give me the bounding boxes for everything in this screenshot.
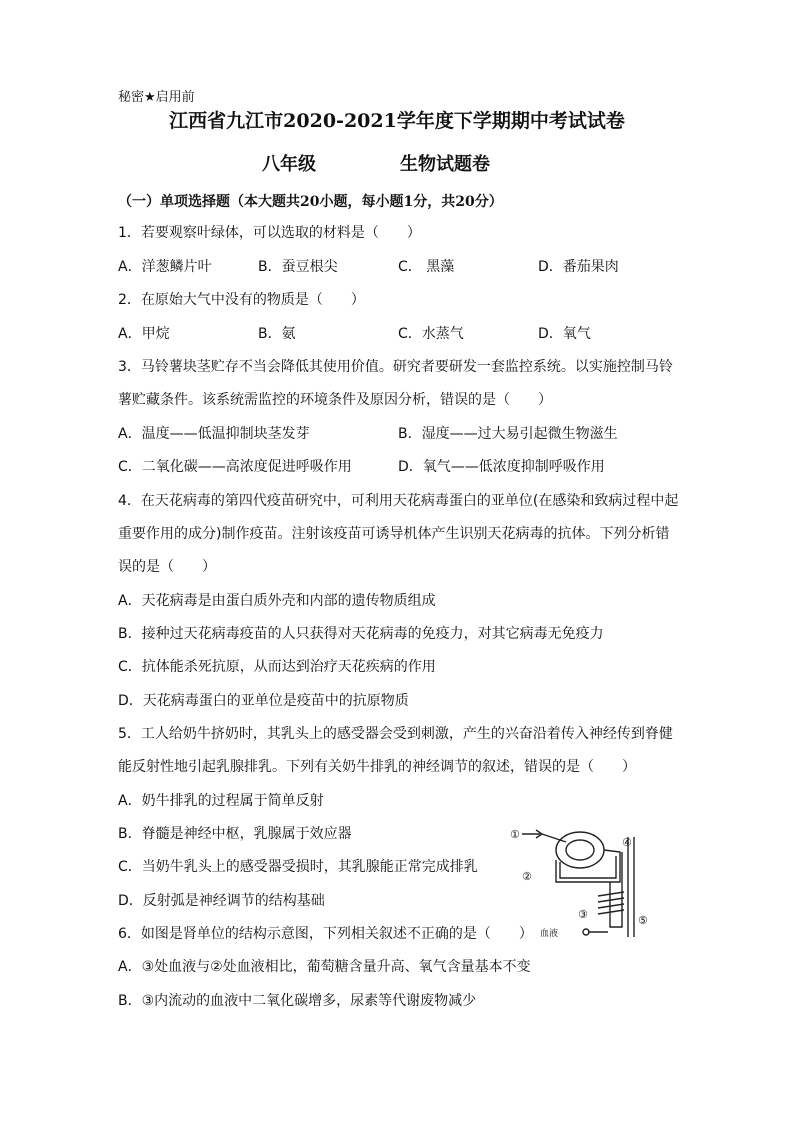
question-5-option-b: B．脊髓是神经中枢，乳腺属于效应器 [118,826,352,842]
question-6-option-a: A．③处血液与②处血液相比，葡萄糖含量升高、氧气含量基本不变 [118,959,531,975]
bowman-capsule [556,832,604,868]
nephron-diagram [510,812,660,940]
question-2-option-c: C．水蒸气 [398,326,464,342]
exam-title: 江西省九江市2020-2021学年度下学期期中考试试卷 [169,110,625,132]
question-3-option-b: B．湿度——过大易引起微生物滋生 [398,426,618,442]
question-2-option-b: B．氨 [258,326,296,342]
question-5-stem-line-2: 能反射性地引起乳腺排乳。下列有关奶牛排乳的神经调节的叙述，错误的是（ ） [118,759,636,775]
question-4-stem-line-1: 4．在天花病毒的第四代疫苗研究中，可利用天花病毒蛋白的亚单位(在感染和致病过程中起 [118,493,679,509]
subject-label: 生物试题卷 [400,154,490,175]
question-3-stem-line-2: 薯贮藏条件。该系统需监控的环境条件及原因分析，错误的是（ ） [118,392,552,408]
question-6-option-b: B．③内流动的血液中二氧化碳增多，尿素等代谢废物减少 [118,993,477,1009]
question-1-option-a: A．洋葱鳞片叶 [118,259,212,275]
question-1-stem: 1．若要观察叶绿体，可以选取的材料是（ ） [118,225,421,241]
question-5-option-c: C．当奶牛乳头上的感受器受损时，其乳腺能正常完成排乳 [118,859,478,875]
label-1: ① [510,828,520,841]
question-1-option-b: B．蚕豆根尖 [258,259,338,275]
question-5-stem-line-1: 5．工人给奶牛挤奶时，其乳头上的感受器会受到刺激，产生的兴奋沿着传入神经传到脊健 [118,726,673,742]
question-4-option-b: B．接种过天花病毒疫苗的人只获得对天花病毒的免疫力，对其它病毒无免疫力 [118,626,604,642]
question-4-option-c: C．抗体能杀死抗原，从而达到治疗天花疾病的作用 [118,659,436,675]
question-2-option-d: D．氧气 [538,326,591,342]
question-4-stem-line-3: 误的是（ ） [118,559,216,575]
tubule-upper [556,850,620,882]
question-2-option-a: A．甲烷 [118,326,170,342]
question-6-stem: 6．如图是肾单位的结构示意图，下列相关叙述不正确的是（ ） [118,926,533,942]
question-5-option-a: A．奶牛排乳的过程属于简单反射 [118,793,324,809]
label-4: ④ [622,836,632,849]
question-5-option-d: D．反射弧是神经调节的结构基础 [118,893,325,909]
glomerulus [566,840,594,860]
question-3-stem-line-1: 3．马铃薯块茎贮存不当会降低其使用价值。研究者要研发一套监控系统。以实施控制马铃 [118,359,673,375]
question-2-stem: 2．在原始大气中没有的物质是（ ） [118,292,365,308]
question-4-stem-line-2: 重要作用的成分)制作疫苗。注射该疫苗可诱导机体产生识别天花病毒的抗体。下列分析错 [118,526,670,542]
question-3-option-a: A．温度——低温抑制块茎发芽 [118,426,310,442]
label-3: ③ [578,908,588,921]
question-4-option-a: A．天花病毒是由蛋白质外壳和内部的遗传物质组成 [118,593,436,609]
peritubular-capillaries [598,892,624,914]
question-4-option-d: D．天花病毒蛋白的亚单位是疫苗中的抗原物质 [118,693,409,709]
blood-label: 血液 [540,929,559,939]
secret-label: 秘密★启用前 [118,90,195,105]
question-1-option-d: D．番茄果肉 [538,259,619,275]
section-heading: （一）单项选择题（本大题共20小题，每小题1分，共20分） [118,194,503,210]
label-5: ⑤ [638,914,648,927]
question-3-option-c: C．二氧化碳——高浓度促进呼吸作用 [118,459,352,475]
question-1-option-c: C． 黑藻 [398,259,455,275]
grade-label: 八年级 [262,154,316,175]
question-3-option-d: D．氧气——低浓度抑制呼吸作用 [398,459,605,475]
label-2: ② [522,870,532,883]
